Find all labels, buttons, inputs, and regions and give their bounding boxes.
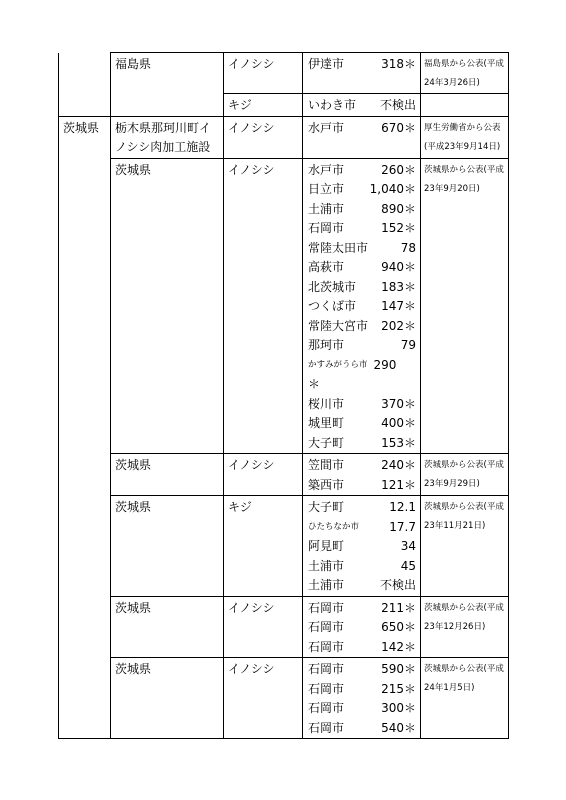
city-name: 北茨城市 (308, 279, 357, 294)
city-name: 石岡市 (308, 600, 345, 615)
source-label: 茨城県 (115, 600, 152, 615)
measurement-entry (303, 356, 420, 395)
measurement-entry (303, 414, 420, 434)
measurement-entry (303, 638, 420, 658)
publication-note: 茨城県から公表(平成23年11月21日) (424, 502, 504, 531)
measurement-value: 不検出 (379, 578, 416, 592)
measurements-cell (303, 116, 421, 158)
measurement-entry (303, 336, 420, 356)
measurement-entry (303, 219, 420, 239)
city-name: 石岡市 (308, 701, 345, 715)
measurement-entry (303, 699, 420, 719)
measurement-value: 142＊ (381, 639, 416, 654)
publication-note: 茨城県から公表(平成23年9月20日) (424, 164, 504, 194)
city-name: 土浦市 (308, 558, 345, 573)
city-name: 水戸市 (308, 120, 345, 135)
measurements-cell (303, 496, 421, 597)
publication-note-cell (421, 116, 509, 158)
publication-note: 茨城県から公表(平成24年1月5日) (424, 664, 504, 693)
measurement-value: 890＊ (381, 201, 416, 216)
measurement-entry (303, 278, 420, 298)
measurement-entry (303, 239, 420, 259)
species-label: イノシシ (228, 57, 275, 71)
species-cell (224, 116, 303, 158)
measurement-entry (303, 395, 420, 415)
species-label: イノシシ (228, 662, 275, 676)
publication-note-cell (421, 53, 509, 94)
species-cell (224, 658, 303, 739)
city-name: 石岡市 (308, 221, 345, 235)
measurement-entry (303, 55, 420, 75)
city-name: 常陸大宮市 (308, 318, 369, 333)
source-cell (111, 496, 224, 597)
city-name: 那珂市 (308, 338, 345, 352)
measurement-entry (303, 719, 420, 739)
species-label: イノシシ (228, 458, 275, 472)
publication-note: 福島県から公表(平成24年3月26日) (424, 59, 504, 88)
measurement-entry (303, 557, 420, 577)
source-cell (111, 116, 224, 158)
species-cell (224, 94, 303, 117)
measurement-value: 260＊ (381, 162, 416, 177)
city-name: 常陸太田市 (308, 240, 369, 255)
measurement-value: 318＊ (381, 57, 416, 71)
measurement-value: 590＊ (381, 662, 416, 676)
measurements-cell (303, 596, 421, 658)
species-cell (224, 596, 303, 658)
table-row (59, 596, 509, 658)
species-cell (224, 496, 303, 597)
source-cell (111, 658, 224, 739)
species-label: キジ (228, 98, 252, 112)
measurement-entry (303, 498, 420, 518)
measurement-value: 17.7 (389, 519, 416, 534)
publication-note-cell (421, 658, 509, 739)
city-name: 土浦市 (308, 578, 345, 592)
measurement-entry (303, 537, 420, 557)
prefecture-cell (59, 116, 111, 739)
city-name: 築西市 (308, 477, 345, 492)
city-name: 桜川市 (308, 396, 345, 411)
city-name: 石岡市 (308, 639, 345, 654)
city-name: 石岡市 (308, 620, 345, 634)
measurement-value: 78 (400, 240, 416, 255)
measurements-cell (303, 158, 421, 454)
measurement-value: 540＊ (381, 720, 416, 735)
measurement-value: 202＊ (381, 318, 416, 333)
measurement-entry (303, 96, 420, 116)
measurement-value: 34 (400, 539, 416, 553)
source-label: 茨城県 (115, 458, 152, 472)
measurement-value: 211＊ (381, 600, 416, 615)
measurement-entry (303, 258, 420, 278)
source-cell (111, 158, 224, 454)
city-name: 石岡市 (308, 681, 345, 696)
city-name: 高萩市 (308, 260, 345, 274)
table-row (59, 116, 509, 158)
publication-note: 茨城県から公表(平成23年9月29日) (424, 460, 504, 489)
measurement-value: 670＊ (381, 120, 416, 135)
publication-note: 厚生労働省から公表(平成23年9月14日) (424, 122, 501, 152)
source-cell (111, 454, 224, 496)
city-name: 石岡市 (308, 662, 345, 676)
source-cell (111, 596, 224, 658)
prefecture-label: 茨城県 (63, 120, 100, 135)
measurement-value: 370＊ (381, 396, 416, 411)
measurement-entry (303, 680, 420, 700)
city-name: 石岡市 (308, 720, 345, 735)
source-label: 栃木県那珂川町イノシシ肉加工施設 (115, 120, 212, 154)
measurement-value: 79 (400, 338, 416, 352)
publication-note-cell (421, 596, 509, 658)
measurement-value: 940＊ (381, 260, 416, 274)
species-label: イノシシ (228, 120, 275, 135)
table-row (59, 158, 509, 454)
measurements-cell (303, 454, 421, 496)
city-name: 阿見町 (308, 539, 345, 553)
publication-note (421, 94, 508, 96)
publication-note-cell (421, 158, 509, 454)
city-name: つくば市 (308, 299, 357, 313)
radiation-measurement-table (58, 52, 509, 739)
measurement-entry (303, 297, 420, 317)
document-page (58, 52, 508, 739)
species-label: イノシシ (228, 162, 275, 177)
city-name: ひたちなか市 (308, 521, 360, 532)
table-row (59, 454, 509, 496)
measurement-value: 121＊ (381, 477, 416, 492)
city-name: 大子町 (308, 435, 345, 450)
city-name: 水戸市 (308, 162, 345, 177)
publication-note-cell (421, 454, 509, 496)
measurement-entry (303, 161, 420, 181)
measurement-entry (303, 518, 420, 538)
measurement-entry (303, 660, 420, 680)
publication-note: 茨城県から公表(平成23年12月26日) (424, 602, 504, 632)
city-name: いわき市 (308, 98, 357, 112)
species-cell (224, 53, 303, 94)
measurement-entry (303, 180, 420, 200)
measurements-cell (303, 658, 421, 739)
measurement-entry (303, 317, 420, 337)
prefecture-label (59, 53, 110, 55)
measurement-value: 240＊ (381, 458, 416, 472)
measurement-value: 不検出 (379, 98, 416, 112)
source-label: 茨城県 (115, 162, 152, 177)
measurement-entry (303, 476, 420, 496)
measurement-value: 152＊ (381, 221, 416, 235)
measurement-entry (303, 576, 420, 596)
exceeds-limit-mark: ＊ (308, 377, 321, 391)
measurement-value: 153＊ (381, 435, 416, 450)
table-row (59, 658, 509, 739)
measurement-value: 650＊ (381, 620, 416, 634)
source-label: 茨城県 (115, 662, 152, 676)
measurement-entry (303, 618, 420, 638)
city-name: 日立市 (308, 182, 345, 196)
species-cell (224, 158, 303, 454)
measurement-value: 12.1 (389, 500, 416, 514)
measurement-value: 215＊ (381, 681, 416, 696)
publication-note-cell (421, 496, 509, 597)
measurement-entry (303, 456, 420, 476)
measurement-entry (303, 434, 420, 454)
species-label: イノシシ (228, 600, 275, 615)
city-name: 城里町 (308, 416, 345, 430)
species-cell (224, 454, 303, 496)
measurement-value: 400＊ (381, 416, 416, 430)
measurement-value: 290 (373, 357, 397, 372)
species-label: キジ (228, 500, 252, 514)
source-label: 福島県 (115, 57, 152, 71)
measurement-value: 147＊ (381, 299, 416, 313)
prefecture-cell (59, 53, 111, 117)
measurements-cell (303, 53, 421, 94)
city-name: 笠間市 (308, 458, 345, 472)
measurement-value: 300＊ (381, 701, 416, 715)
city-name: 大子町 (308, 500, 345, 514)
table-row (59, 496, 509, 597)
source-cell (111, 53, 224, 117)
measurement-value: 183＊ (381, 279, 416, 294)
measurement-value: 45 (400, 558, 416, 573)
measurement-entry (303, 119, 420, 139)
table-row (59, 53, 509, 94)
source-label: 茨城県 (115, 500, 152, 514)
measurement-entry (303, 599, 420, 619)
publication-note-cell (421, 94, 509, 117)
measurements-cell (303, 94, 421, 117)
measurement-value: 1,040＊ (369, 182, 416, 196)
city-name: 伊達市 (308, 57, 345, 71)
city-name: かすみがうら市 (308, 359, 368, 370)
measurement-entry (303, 200, 420, 220)
city-name: 土浦市 (308, 201, 345, 216)
